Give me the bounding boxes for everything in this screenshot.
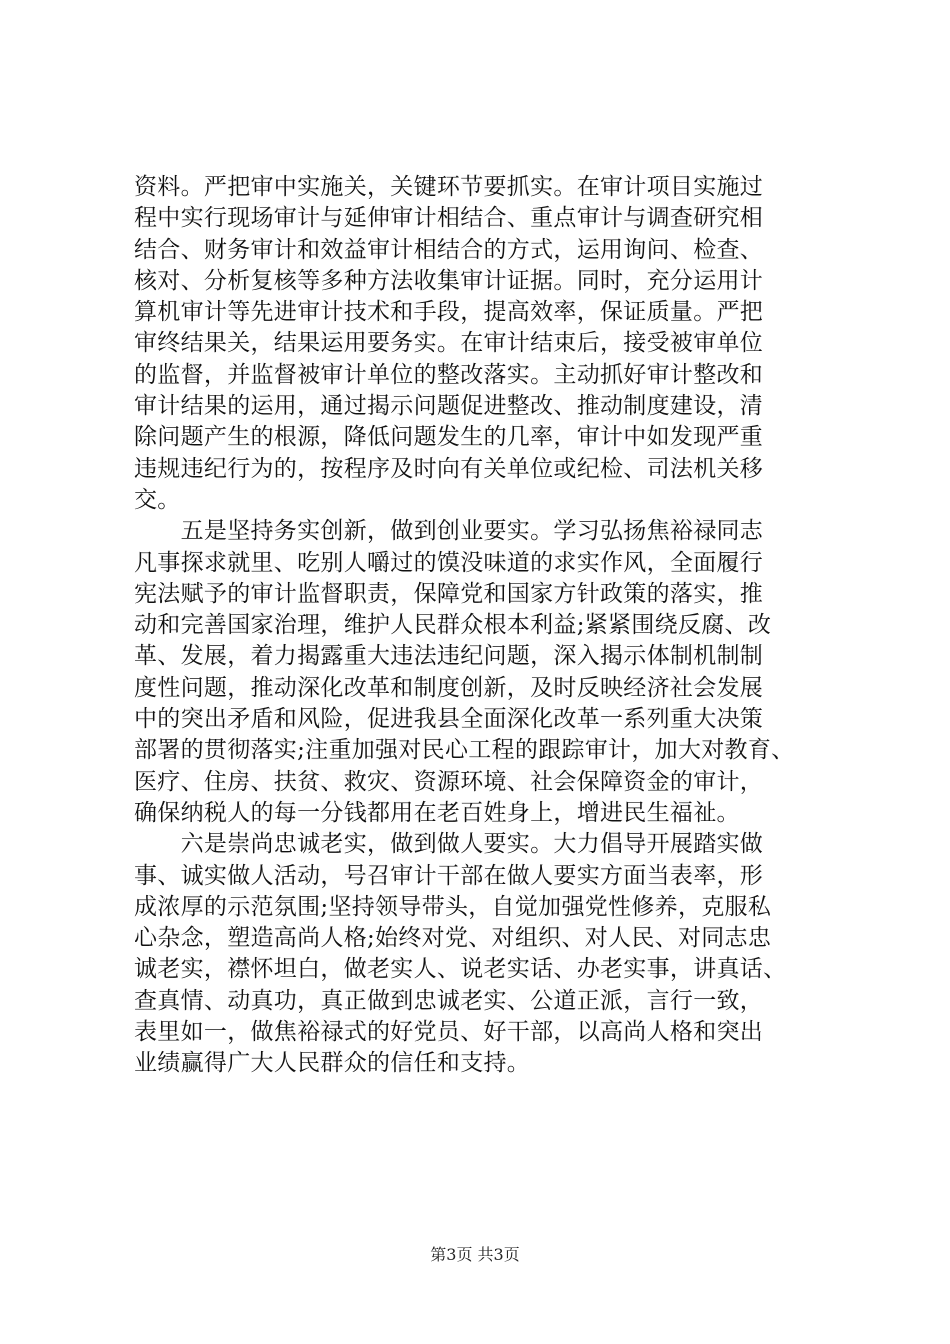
text-line: 医疗、住房、扶贫、救灾、资源环境、社会保障资金的审计， bbox=[134, 768, 764, 795]
text-line: 五是坚持务实创新，做到创业要实。学习弘扬焦裕禄同志 bbox=[134, 518, 764, 545]
text-line: 六是崇尚忠诚老实，做到做人要实。大力倡导开展踏实做 bbox=[134, 831, 764, 858]
text-line: 事、诚实做人活动，号召审计干部在做人要实方面当表率，形 bbox=[134, 862, 764, 889]
text-line: 除问题产生的根源，降低问题发生的几率，审计中如发现严重 bbox=[134, 424, 764, 451]
text-line: 确保纳税人的每一分钱都用在老百姓身上，增进民生福祉。 bbox=[134, 799, 740, 826]
text-line: 算机审计等先进审计技术和手段，提高效率，保证质量。严把 bbox=[134, 299, 764, 326]
text-line: 审计结果的运用，通过揭示问题促进整改、推动制度建设，清 bbox=[134, 393, 764, 420]
text-line: 的监督，并监督被审计单位的整改落实。主动抓好审计整改和 bbox=[134, 361, 764, 388]
text-line: 结合、财务审计和效益审计相结合的方式，运用询问、检查、 bbox=[134, 236, 764, 263]
text-line: 宪法赋予的审计监督职责，保障党和国家方针政策的落实，推 bbox=[134, 580, 764, 607]
text-line: 表里如一，做焦裕禄式的好党员、好干部，以高尚人格和突出 bbox=[134, 1019, 764, 1046]
text-line: 业绩赢得广大人民群众的信任和支持。 bbox=[134, 1050, 531, 1077]
page-footer: 第3页 共3页 bbox=[430, 1245, 520, 1264]
text-line: 成浓厚的示范氛围;坚持领导带头，自觉加强党性修养，克服私 bbox=[134, 893, 772, 920]
text-line: 查真情、动真功，真正做到忠诚老实、公道正派，言行一致， bbox=[134, 987, 764, 1014]
text-line: 审终结果关，结果运用要务实。在审计结束后，接受被审单位 bbox=[134, 330, 764, 357]
text-line: 核对、分析复核等多种方法收集审计证据。同时，充分运用计 bbox=[134, 267, 764, 294]
text-line: 程中实行现场审计与延伸审计相结合、重点审计与调查研究相 bbox=[134, 205, 764, 232]
text-line: 凡事探求就里、吃别人嚼过的馍没味道的求实作风，全面履行 bbox=[134, 549, 764, 576]
text-line: 违规违纪行为的，按程序及时向有关单位或纪检、司法机关移 bbox=[134, 455, 764, 482]
text-line: 资料。严把审中实施关，关键环节要抓实。在审计项目实施过 bbox=[134, 174, 764, 200]
text-line: 交。 bbox=[134, 486, 181, 513]
body-text bbox=[134, 172, 824, 1080]
text-line: 革、发展，着力揭露重大违法违纪问题，深入揭示体制机制制 bbox=[134, 643, 764, 670]
text-line: 心杂念，塑造高尚人格;始终对党、对组织、对人民、对同志忠 bbox=[134, 925, 772, 952]
text-line: 中的突出矛盾和风险，促进我县全面深化改革一系列重大决策 bbox=[134, 706, 764, 733]
text-line: 部署的贯彻落实;注重加强对民心工程的跟踪审计，加大对教育、 bbox=[134, 737, 795, 764]
text-line: 度性问题，推动深化改革和制度创新，及时反映经济社会发展 bbox=[134, 674, 764, 701]
text-line: 动和完善国家治理，维护人民群众根本利益;紧紧围绕反腐、改 bbox=[134, 612, 772, 639]
text-line: 诚老实，襟怀坦白，做老实人、说老实话、办老实事，讲真话、 bbox=[134, 956, 787, 983]
